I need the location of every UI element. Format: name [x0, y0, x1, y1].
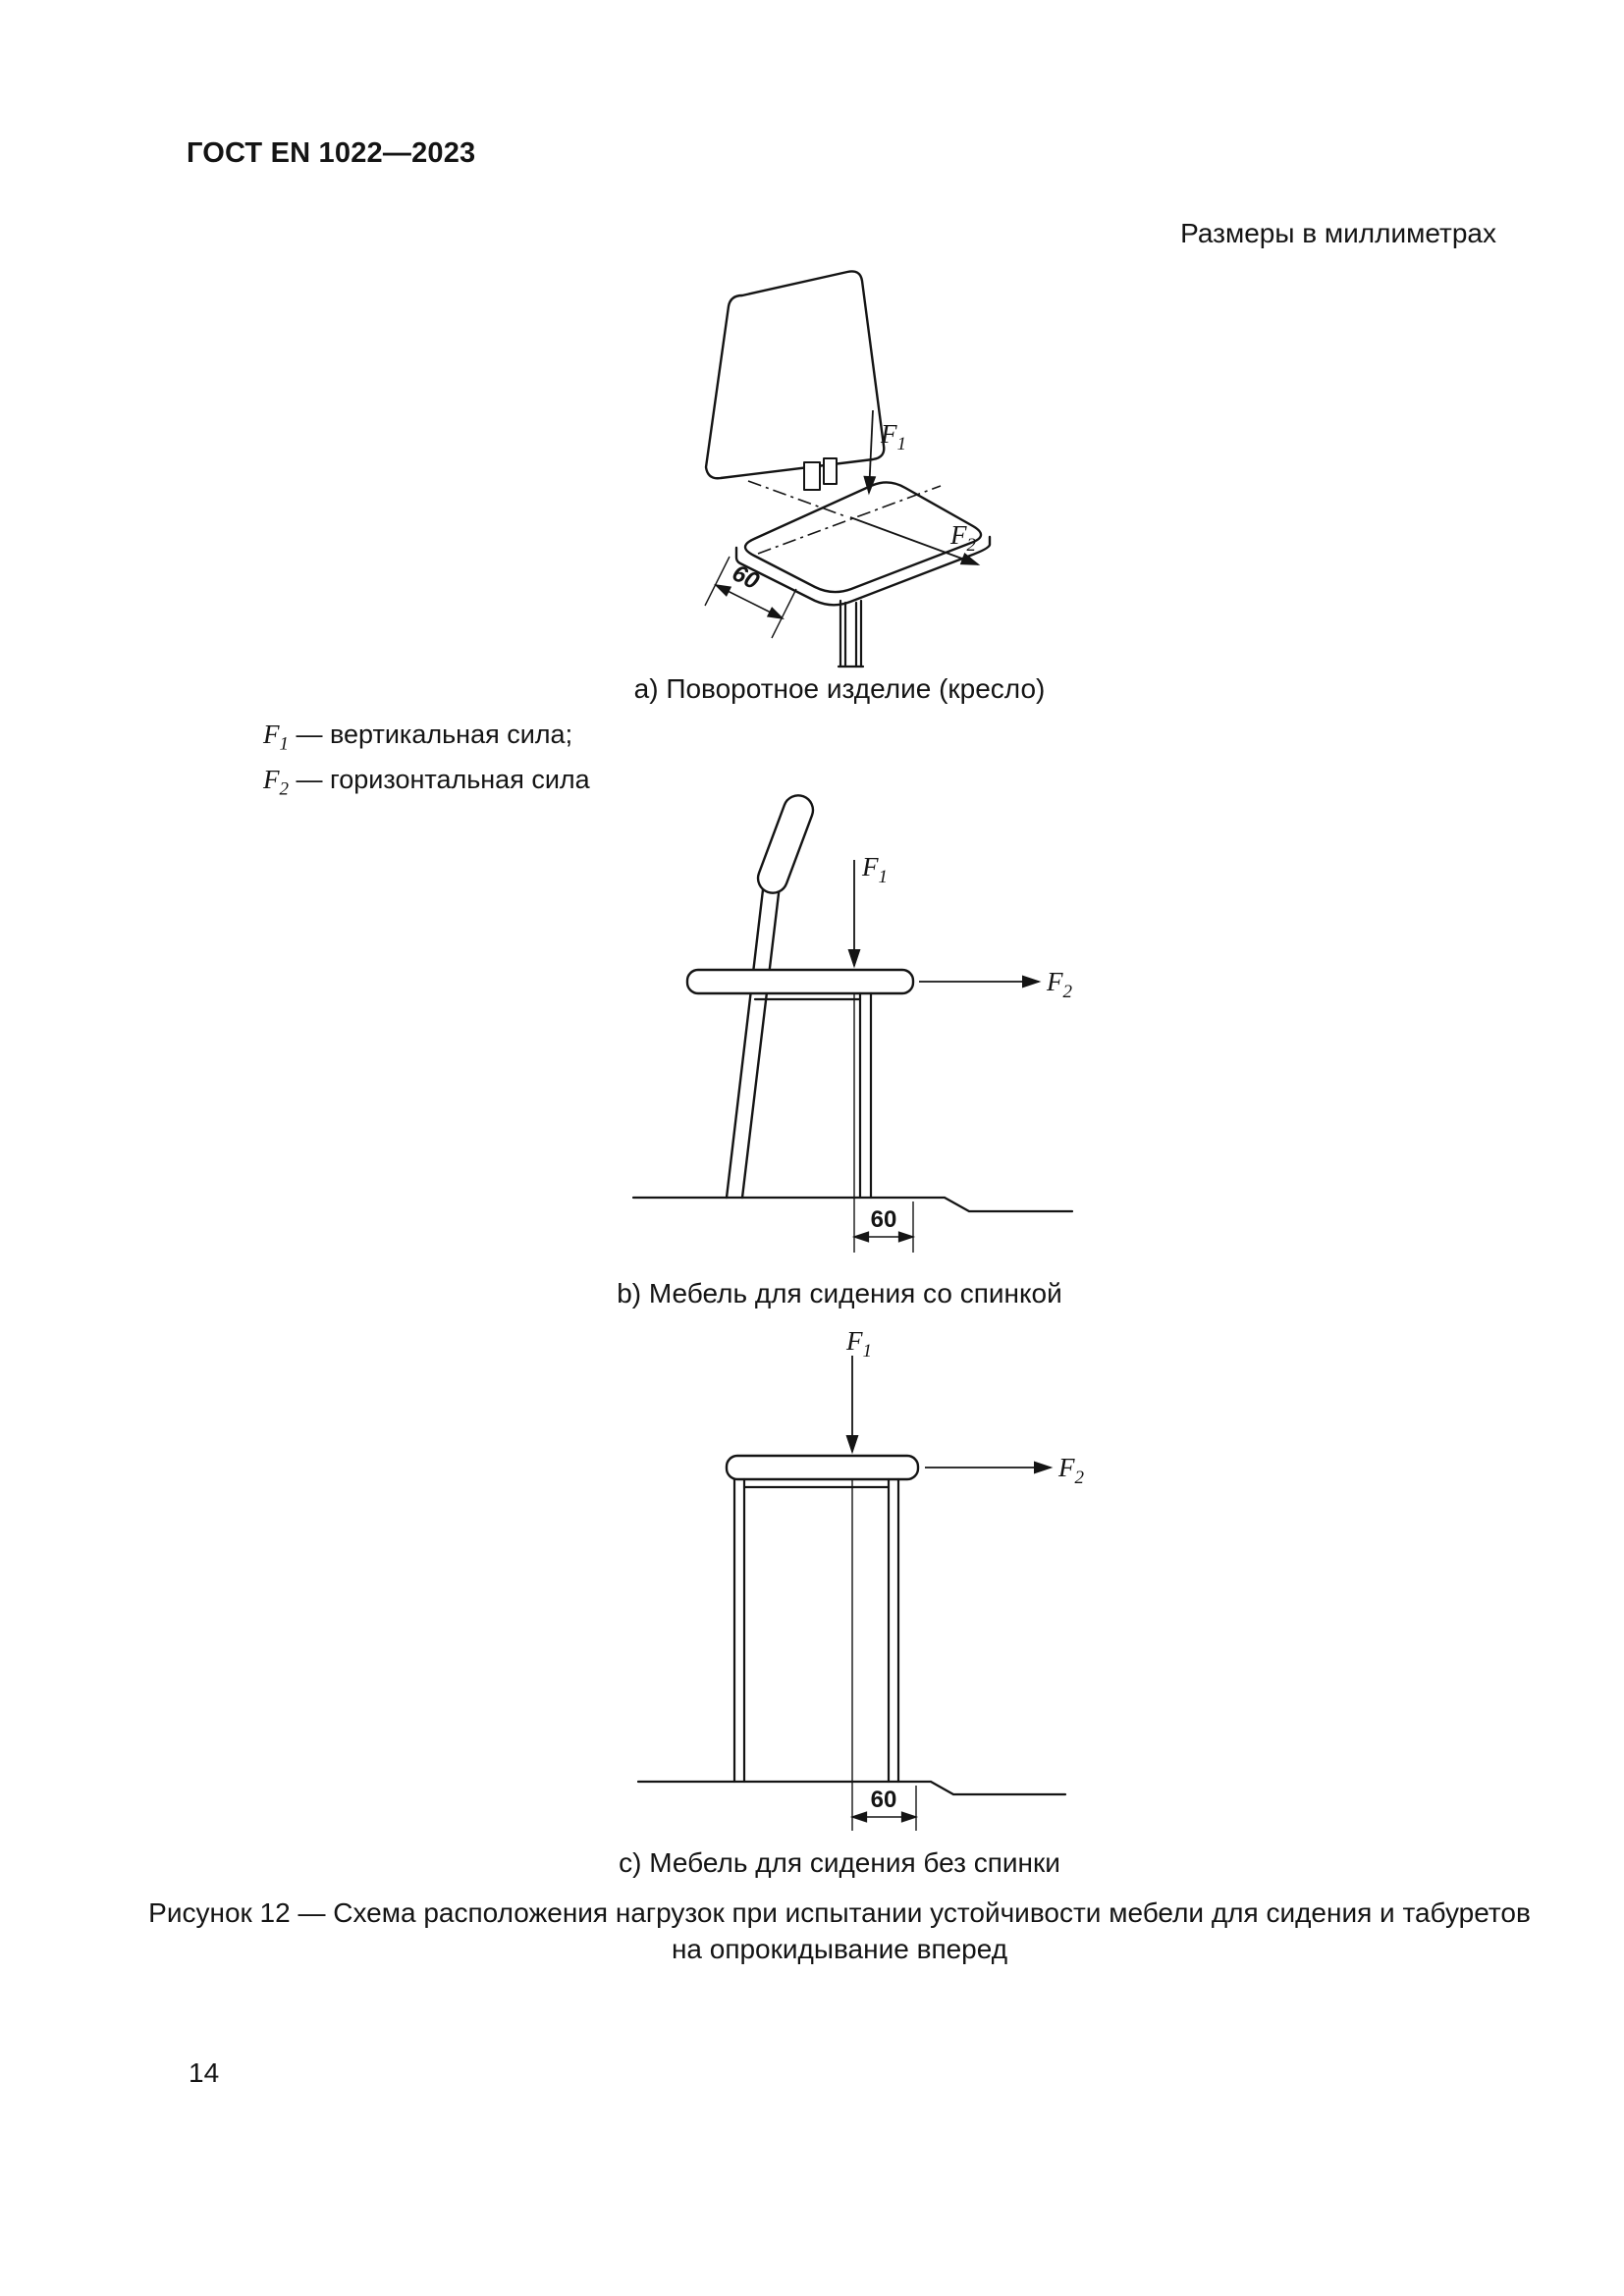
figure-c-drawing [619, 1326, 1084, 1845]
figure-b-caption: b) Мебель для сидения со спинкой [617, 1278, 1062, 1308]
f1-symbol: $F_1$ [263, 720, 289, 755]
page-header: ГОСТ EN 1022—2023 [187, 137, 476, 169]
figure-legend [263, 717, 590, 808]
legend-f1-text: — вертикальная сила; [289, 720, 573, 749]
legend-f2-text: — горизонтальная сила [289, 765, 590, 795]
svg-text:F1: $F_1$ [881, 419, 906, 454]
svg-text:F1: $F_1$ [846, 1326, 872, 1362]
figure-main-caption-line2: на опрокидывание вперед [671, 1934, 1008, 1964]
backrest [706, 271, 884, 490]
figure-c-caption: c) Мебель для сидения без спинки [619, 1847, 1060, 1878]
force-f1-arrow [854, 852, 888, 966]
figure-a-drawing [579, 250, 1031, 682]
svg-text:60: 60 [728, 560, 764, 596]
legs [734, 1479, 898, 1782]
legend-f1 [263, 717, 590, 762]
seat [687, 970, 913, 999]
force-f2-arrow [919, 967, 1073, 1002]
force-f2-arrow [925, 1453, 1085, 1488]
dimension-60 [854, 993, 913, 1253]
units-note: Размеры в миллиметрах [1180, 218, 1496, 248]
front-leg [860, 993, 871, 1198]
figure-main-caption-line1: Рисунок 12 — Схема расположения нагрузок при испытании устойчивости мебели для сидения и табуретов [148, 1897, 1531, 1928]
figure-b-drawing [609, 785, 1080, 1276]
f2-symbol: $F_2$ [263, 765, 289, 800]
svg-text:F2: $F_2$ [950, 520, 976, 556]
legend-f2 [263, 762, 590, 807]
svg-text:F1: $F_1$ [862, 852, 888, 887]
force-f1-arrow [845, 1326, 872, 1452]
ground-line [633, 1198, 1072, 1211]
center-post [839, 601, 863, 667]
page-number: 14 [189, 2057, 220, 2088]
svg-text:60: 60 [870, 1787, 897, 1813]
svg-text:F2: $F_2$ [1047, 967, 1072, 1002]
figure-a-caption: а) Поворотное изделие (кресло) [633, 673, 1046, 704]
dimension-60 [852, 1479, 916, 1831]
svg-text:60: 60 [870, 1206, 897, 1233]
back-legs [727, 881, 780, 1198]
figure-main-caption [55, 1895, 1624, 1967]
svg-text:F2: $F_2$ [1058, 1453, 1084, 1488]
backrest [754, 791, 818, 897]
